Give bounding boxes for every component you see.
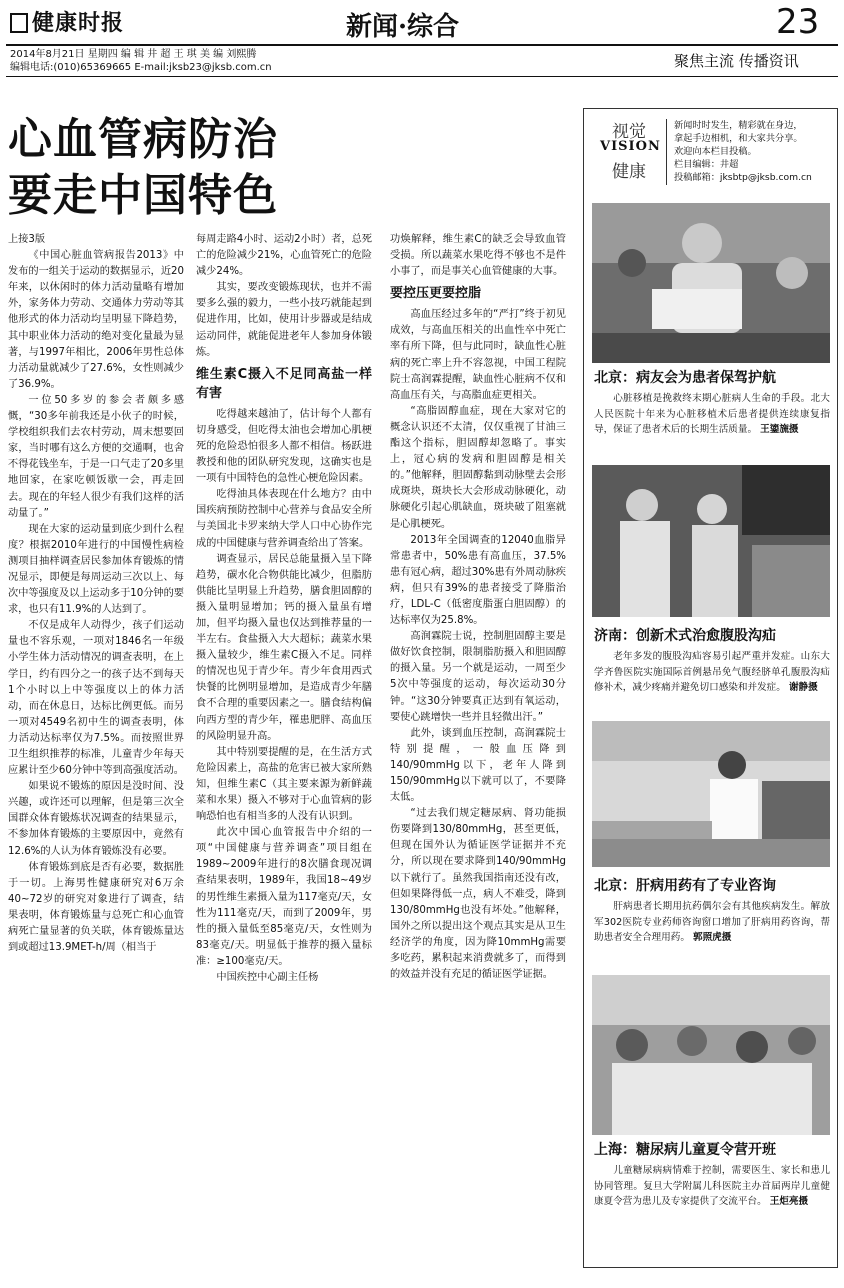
photo-credit: 王鎏旒摄 (760, 424, 799, 435)
story-title-1: 北京：病友会为患者保驾护航 (594, 370, 776, 386)
article-paragraph: 《中国心脏血管病报告2013》中发布的一组关于运动的数据显示，近20年来，以休闲时的体力活动量略有增加外，家务体力劳动、交通体力劳动等其他形式的体力活动均呈明显下降趋势，其中职业体力活动的绝对变化量最为显著，与1997年相比，2006年男性总体力活动量就减少了27.6%，女性则减少了36.9%。 (8, 250, 184, 390)
masthead (0, 0, 844, 44)
article-paragraph: 不仅是成年人动得少，孩子们运动量也不容乐观，一项对1846名一年级小学生体力活动情况的调查表明，在上学日，约有四分之一的孩子达不到每天1个小时以上中等强度以上的体力活动，而在休息日，达标比例更低。而另一项对4549名初中生的调查表明，体力活动达标率仅为7.5%。而按照世界卫生组织推荐的标准，儿童青少年每天应累计至少60分钟中等到高强度活动。 (8, 620, 184, 777)
article-paragraph: 如果说不锻炼的原因是没时间、没兴趣，或许还可以理解，但是第三次全国群众体育锻炼状况调查的结果显示，不参加体育锻炼的主要原因中，竟然有12.6%的人认为体育锻炼没有必要。 (8, 781, 184, 857)
article-paragraph: 2013年全国调查的12040血脂异常患者中，50%患有高血压，37.5%患有冠心病，超过30%患有外周动脉疾病，但只有39%的患者接受了降脂治疗，LDL-C（低密度脂蛋白胆固醇）的达标率仅为25.8%。 (390, 534, 566, 627)
edition-date-editors: 2014年8月21日 星期四 编 辑 井 超 王 琪 美 编 刘熙腾 (10, 49, 257, 60)
article-paragraph: “过去我们规定糖尿病、肾功能损伤要降到130/80mmHg，甚至更低，但现在国外认为循证医学证据并不充分，所以现在要求降到140/90mmHg以下就行了。虽然我国指南还没有改，但如果降得低一点，病人不难受，降到130/80mmHg也没有坏处。”他解释，国外之所以提出这个观点其实是从卫生经济学的角度，因为降10mmHg需要多吃药，累积起来消费就多了，而得到的效益并没有充足的循证医学证据。 (390, 808, 566, 981)
headline-line-2: 要走中国特色 (8, 170, 278, 221)
article-paragraph: 其实，要改变锻炼现状，也并不需要多么强的毅力，一些小技巧就能起到促进作用，比如，使用计步器或是结成运动同伴，就能促进老年人参加身体锻炼。 (196, 282, 372, 358)
story-title-3: 北京：肝病用药有了专业咨询 (594, 878, 776, 894)
health-label-cn: 健康 (612, 162, 646, 182)
intro-line: 新闻时时发生，精彩就在身边， (674, 120, 803, 131)
article-paragraph: 体育锻炼到底是否有必要，数据胜于一切。上海男性健康研究对6万余40~72岁的研究对象进行了调查，结果表明，体育锻炼量与总死亡和心血管病死亡量显著的负关联，体育锻炼量达到或超过13.9MET-h/周（相当于 (8, 861, 184, 954)
article-paragraph: 其中特别要提醒的是，在生活方式危险因素上，高盐的危害已被大家所熟知，但维生素C（其主要来源为新鲜蔬菜和水果）摄入不够对于心血管病的影响恐怕也有相当多的人没有认识到。 (196, 746, 372, 823)
article-paragraph: 吃得越来越油了，估计每个人都有切身感受，但吃得太油也会增加心肌梗死的危险恐怕很多人都不相信。杨跃进教授和他的团队研究发现，这确实也是一项有中国特色的急性心梗危险因素。 (196, 408, 372, 485)
photo-credit: 郭照虎摄 (693, 932, 732, 943)
article-paragraph: 此外，谈到血压控制，高润霖院士特别提醒，一般血压降到140/90mmHg以下，老年人降到150/90mmHg以下就可以了，不要降太低。 (390, 727, 566, 804)
article-paragraph: 吃得油具体表现在什么地方？由中国疾病预防控制中心营养与食品安全所与美国北卡罗来纳大学人口中心协作完成的中国健康与营养调查给出了答案。 (196, 489, 372, 549)
story-photo-2 (592, 465, 830, 617)
intro-line: 投稿邮箱：jksbtp@jksb.com.cn (674, 172, 812, 183)
intro-line: 欢迎向本栏目投稿。 (674, 146, 757, 157)
article-subheading: 维生素C摄入不足同高盐一样有害 (196, 366, 372, 401)
story-text-3 (594, 899, 830, 946)
article-paragraph: 功焕解释，维生素C的缺乏会导致血管受损。所以蔬菜水果吃得不够也不是件小事了，而是事关心血管健康的大事。 (390, 234, 566, 278)
article-column-3 (390, 232, 566, 1280)
edition-contact: 编辑电话:(010)65369665 E-mail:jksb23@jksb.com.cn (10, 62, 272, 73)
article-paragraph: 现在大家的运动量到底少到什么程度？根据2010年进行的中国慢性病检测项目抽样调查居民参加体育锻炼的情况显示，即便是每周运动三次以上、每次中等强度及以上运动多于10分钟的要求，也只有11.9%的人达到了。 (8, 523, 184, 616)
story-photo-3 (592, 721, 830, 867)
article-subheading: 要控压更要控脂 (390, 286, 482, 302)
article-paragraph: “高脂固醇血症，现在大家对它的概念认识还不太清，仅仅重视了甘油三酯这个指标，胆固醇却忽略了。事实上，冠心病的发病和胆固醇是相关的。”他解释，胆固醇黏到动脉壁去会形成斑块，斑块长大会形成动脉硬化，动脉硬化引起心肌缺血，斑块破了阻塞就是心肌梗死。 (390, 405, 566, 530)
story-body: 心脏移植是挽救终末期心脏病人生命的手段。北大人民医院十年来为心脏移植术后患者提供连续康复指导，保证了患者术后的长期生活质量。 (594, 393, 830, 435)
edition-info (10, 48, 272, 74)
story-photo-4 (592, 975, 830, 1135)
intro-line: 栏目编辑：井超 (674, 159, 739, 170)
intro-line: 拿起手边相机，和大家共分享。 (674, 133, 803, 144)
story-text-2 (594, 649, 830, 696)
story-text-1 (594, 391, 830, 438)
article-paragraph: 高润霖院士说，控制胆固醇主要是做好饮食控制，限制脂肪摄入和胆固醇的摄入量。另一个就是运动，一周至少5次中等强度的运动，每次运动30分钟。“这30分钟要真正达到有氧运动，要使心跳增快一些并且轻微出汗。” (390, 631, 566, 723)
story-title-2: 济南：创新术式治愈腹股沟疝 (594, 628, 776, 644)
photo-credit: 王炬亮摄 (769, 1196, 809, 1207)
logo-text: 健康时报 (32, 10, 125, 36)
article-column-1 (8, 232, 184, 1280)
story-body: 老年多发的腹股沟疝容易引起严重并发症。山东大学齐鲁医院实施国际首例悬吊免气腹经脐单孔腹股沟疝修补术，减少疼痛并避免切口感染和并发症。 (594, 651, 830, 693)
photo-credit: 谢静摄 (788, 682, 818, 693)
headline-line-1: 心血管病防治 (8, 114, 278, 165)
header-rule (6, 44, 838, 46)
story-text-4 (594, 1163, 830, 1210)
header-divider (666, 119, 667, 185)
story-title-4: 上海：糖尿病儿童夏令营开班 (594, 1142, 776, 1158)
article-paragraph: 一位50多岁的参会者颇多感慨，“30多年前我还是小伙子的时候，学校组织我们去农村劳动，周末想要回家，当时哪有这么方便的交通啊，也舍不得花钱坐车，于是一口气走了20多里地回家，在家吃顿饭歇一会，再走回去。现在的年轻人很少有我们这样的活动量了。” (8, 394, 184, 519)
slogan: 聚焦主流 传播资讯 (674, 52, 799, 70)
subheader-rule (6, 76, 838, 77)
article-column-2 (196, 232, 372, 1280)
vision-label-cn: 视觉 (612, 122, 646, 142)
vision-label-en: VISION (600, 139, 661, 154)
logo-icon (10, 13, 28, 33)
article-intro: 上接3版 (8, 234, 46, 245)
newspaper-logo (10, 6, 124, 37)
vision-column-header (594, 115, 829, 189)
article-paragraph: 高血压经过多年的“严打”终于初见成效，与高血压相关的出血性卒中死亡率有所下降，但与此同时，缺血性心脏病的死亡率上升不容忽视，中国工程院院士高润霖提醒，缺血性心脏病不仅和高血压有关，与高脂血症更相关。 (390, 309, 566, 401)
article-headline (8, 112, 278, 224)
section-title: 新闻·综合 (346, 12, 460, 42)
page-number: 23 (776, 2, 820, 42)
column-intro (674, 119, 834, 184)
article-paragraph: 每周走路4小时、运动2小时）者，总死亡的危险减少21%，心血管死亡的危险减少24%。 (196, 234, 372, 278)
story-photo-1 (592, 203, 830, 363)
article-paragraph: 中国疾控中心副主任杨 (216, 972, 319, 984)
story-body: 儿童糖尿病病情难于控制，需要医生、家长和患儿协同管理。复旦大学附属儿科医院主办首届两岸儿童健康夏令营为患儿及专家提供了交流平台。 (594, 1165, 830, 1207)
vision-health-sidebar (583, 108, 838, 1268)
article-paragraph: 调查显示，居民总能量摄入呈下降趋势，碳水化合物供能比减少，但脂肪供能比呈明显上升趋势，膳食胆固醇的摄入量明显增加；钙的摄入量虽有增加，但平均摄入量也仅达到推荐量的一半左右。食盐摄入大大超标；蔬菜水果摄入量较少，维生素C摄入不足。同样的情况也见于青少年。青少年食用西式快餐的比例明显增加，是造成青少年膳食不合理的重要因素之一。膳食结构偏向西方型的青少年，罹患肥胖、高血压的风险明显升高。 (196, 553, 372, 742)
story-body: 肝病患者长期用抗药偶尔会有其他疾病发生。解放军302医院专业药师咨询窗口增加了肝病用药咨询，帮助患者安全合理用药。 (594, 901, 830, 943)
article-paragraph: 此次中国心血管报告中介绍的一项“中国健康与营养调查”项目组在1989~2009年进行的8次膳食现况调查结果表明，1989年，我国18~49岁的男性维生素摄入量为117毫克/天，女性为111毫克/天，而到了2009年，男性的摄入量低至85毫克/天，女性则为83毫克/天。明显低于推荐的摄入量标准：≥100毫克/天。 (196, 827, 372, 967)
